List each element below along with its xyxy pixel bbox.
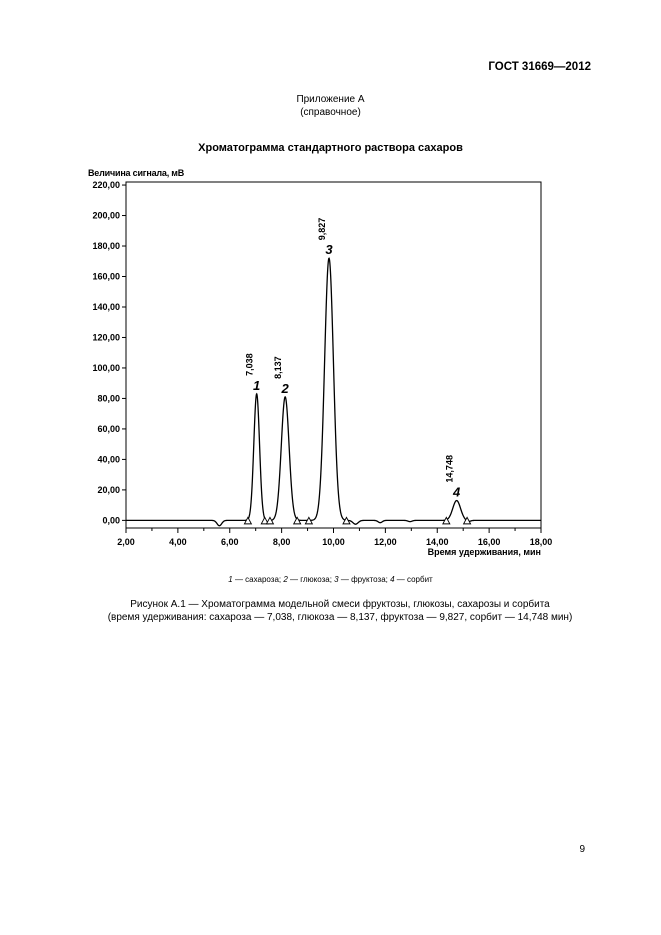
page-number: 9 (579, 844, 585, 855)
legend-text-2: — глюкоза; (287, 575, 335, 584)
y-tick-label: 220,00 (92, 180, 120, 191)
legend-num-4: 4 (390, 575, 395, 584)
legend-text-4: — сорбит (394, 575, 433, 584)
y-tick-label: 40,00 (97, 454, 120, 465)
x-axis-label: Время удерживания, мин (427, 547, 541, 557)
x-tick-label: 14,00 (425, 537, 449, 547)
figure-title: Хроматограмма стандартного раствора сахаров (198, 142, 463, 154)
annex-title: Приложение А (296, 94, 365, 105)
y-tick-label: 200,00 (92, 210, 120, 221)
legend-num-2: 2 (283, 575, 288, 584)
y-tick-label: 120,00 (92, 332, 120, 343)
caption-line-1: Рисунок А.1 — Хроматограмма модельной смеси фруктозы, глюкозы, сахарозы и сорбита (130, 599, 550, 610)
x-tick-label: 2,00 (117, 537, 135, 547)
x-tick-label: 8,00 (272, 537, 291, 547)
retention-time-label: 8,137 (273, 356, 284, 379)
peak-number-label: 3 (325, 242, 333, 258)
legend-text-1: — сахароза; (232, 575, 284, 584)
x-tick-label: 6,00 (220, 537, 239, 547)
peak-number-label: 4 (453, 484, 461, 500)
peak-number-label: 2 (281, 380, 289, 396)
x-tick-label: 4,00 (169, 537, 187, 547)
retention-time-label: 14,748 (444, 455, 455, 483)
x-tick-label: 12,00 (374, 537, 397, 547)
x-tick-label: 10,00 (322, 537, 345, 547)
retention-time-label: 7,038 (244, 353, 255, 376)
standard-number: ГОСТ 31669—2012 (488, 61, 591, 73)
legend-text-3: — фруктоза; (338, 575, 391, 584)
y-tick-label: 140,00 (92, 301, 120, 312)
peak-number-label: 1 (253, 377, 261, 393)
y-tick-label: 160,00 (92, 271, 120, 282)
y-tick-label: 180,00 (92, 241, 120, 252)
retention-time-label: 9,827 (317, 217, 328, 241)
annex-subtitle: (справочное) (300, 107, 361, 118)
y-tick-label: 100,00 (92, 362, 120, 373)
x-tick-label: 16,00 (477, 537, 501, 547)
y-tick-label: 20,00 (97, 484, 120, 495)
legend-num-1: 1 (228, 575, 233, 584)
caption-line-2: (время удерживания: сахароза — 7,038, глюкоза — 8,137, фруктоза — 9,827, сорбит — 14,748 мин) (107, 612, 573, 623)
y-axis-label: Величина сигнала, мВ (88, 168, 185, 178)
y-tick-label: 0,00 (102, 515, 120, 526)
x-tick-label: 18,00 (529, 537, 553, 547)
figure-caption (60, 598, 620, 624)
legend-num-3: 3 (334, 575, 339, 584)
signal-trace (126, 258, 541, 525)
figure-legend (0, 575, 661, 584)
y-tick-label: 80,00 (97, 393, 120, 404)
y-tick-label: 60,00 (97, 423, 120, 434)
